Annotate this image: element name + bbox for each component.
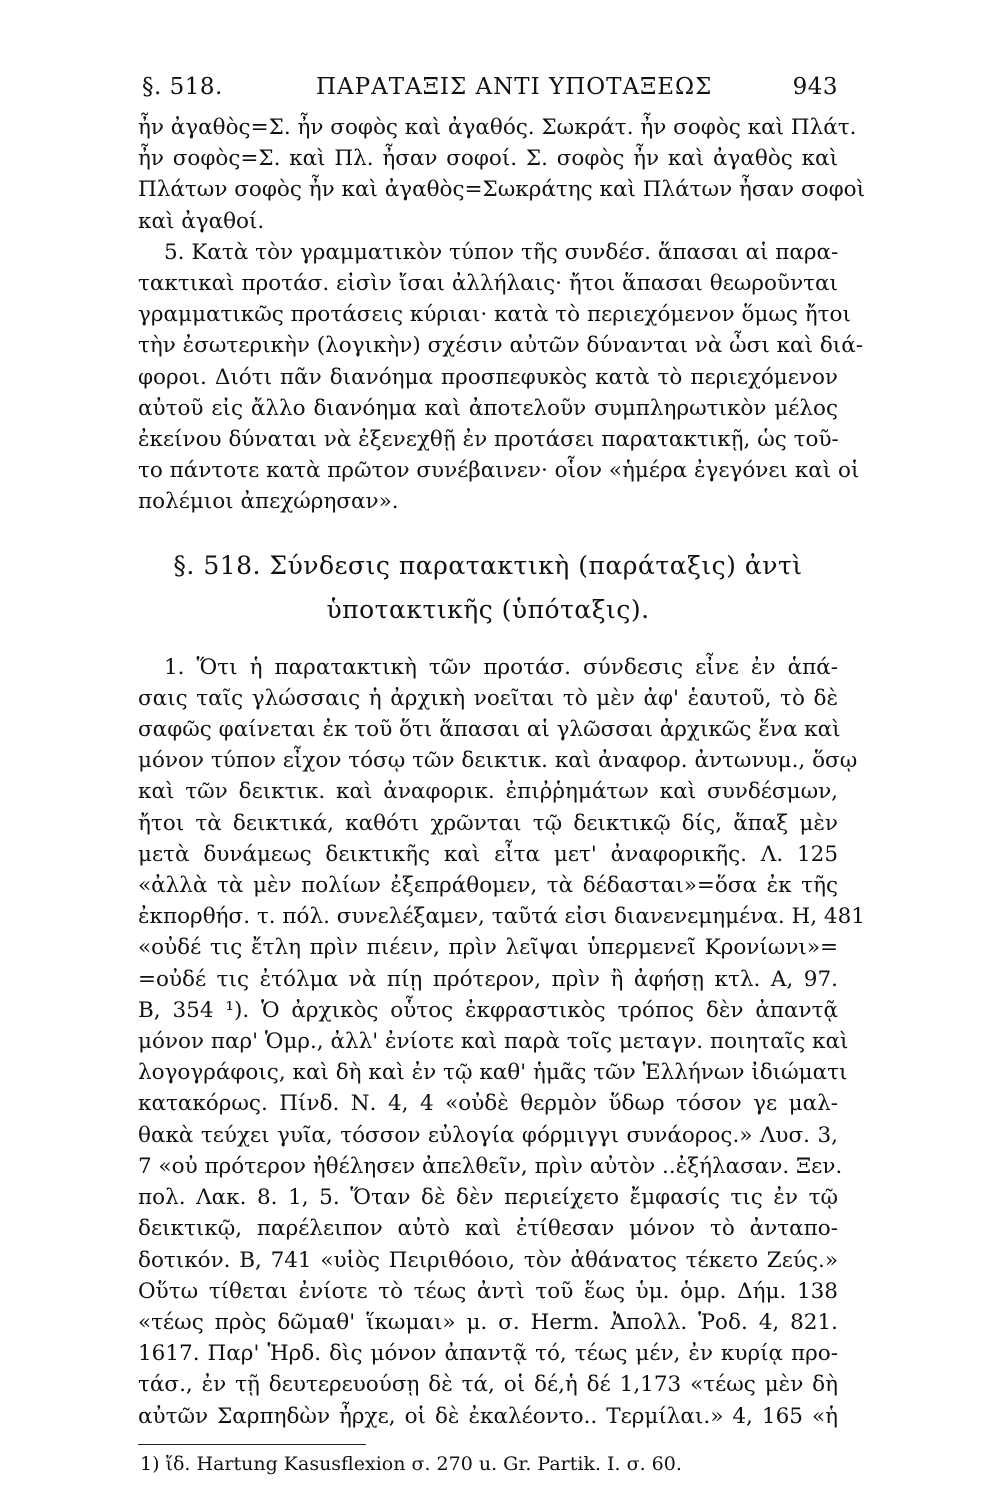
- text-line: φοροι. Διότι πᾶν διανόημα προσπεφυκὸς κατὰ τὸ περιεχόμενον: [138, 364, 838, 390]
- text-line: σαις ταῖς γλώσσαις ἡ ἀρχικὴ νοεῖται τὸ μὲν ἀφ' ἑαυτοῦ, τὸ δὲ: [138, 685, 838, 711]
- text-line: γραμματικῶς προτάσεις κύριαι· κατὰ τὸ περιεχόμενον ὅμως ἤτοι: [138, 302, 851, 328]
- text-line: αὐτῶν Σαρπηδὼν ἦρχε, οἱ δὲ ἐκαλέοντο.. Τερμίλαι.» 4, 165 «ἡ: [138, 1403, 838, 1429]
- text-line: καὶ ἀγαθοί.: [138, 208, 265, 234]
- text-line: 5. Κατὰ τὸν γραμματικὸν τύπον τῆς συνδέσ. ἅπασαι αἱ παρα-: [164, 239, 839, 265]
- text-line: μόνον παρ' Ὁμρ., ἀλλ' ἐνίοτε καὶ παρὰ τοῖς μεταγν. ποιηταῖς καὶ: [138, 1029, 849, 1055]
- text-line: πολ. Λακ. 8. 1, 5. Ὅταν δὲ δὲν περιείχετο ἔμφασίς τις ἐν τῷ: [138, 1185, 838, 1211]
- header-title: ΠΑΡΑΤΑΞΙΣ ΑΝΤΙ ΥΠΟΤΑΞΕΩΣ: [316, 74, 713, 100]
- text-line: 1617. Παρ' Ἡρδ. δὶς μόνον ἀπαντᾷ τό, τέως μέν, ἐν κυρίᾳ προ-: [138, 1341, 838, 1367]
- text-line: λογογράφοις, καὶ δὴ καὶ ἐν τῷ καθ' ἡμᾶς τῶν Ἑλλήνων ἰδιώματι: [138, 1060, 848, 1086]
- text-line: μόνον τύπον εἶχον τόσῳ τῶν δεικτικ. καὶ ἀναφορ. ἀντωνυμ., ὅσῳ: [138, 748, 858, 774]
- text-line: τακτικαὶ προτάσ. εἰσὶν ἴσαι ἀλλήλαις· ἤτοι ἅπασαι θεωροῦνται: [138, 271, 838, 297]
- point-5-paragraph: [138, 237, 863, 518]
- running-header: [138, 70, 838, 112]
- text-line: «τέως πρὸς δῶμαθ' ἵκωμαι» μ. σ. Herm. Ἀπολλ. Ῥοδ. 4, 821.: [138, 1309, 838, 1335]
- text-line: 1. Ὅτι ἡ παρατακτικὴ τῶν προτάσ. σύνδεσις εἶνε ἐν ἁπά-: [164, 654, 838, 680]
- text-line: ἐκείνου δύναται νὰ ἐξενεχθῇ ἐν προτάσει παρατακτικῇ, ὡς τοῦ-: [138, 427, 839, 453]
- text-line: ἐκπορθήσ. τ. πόλ. συνελέξαμεν, ταῦτά εἰσι διανενεμημένα. Η, 481: [138, 904, 865, 930]
- text-line: μετὰ δυνάμεως δεικτικῆς καὶ εἶτα μετ' ἀναφορικῆς. Λ. 125: [138, 841, 838, 867]
- text-line: Οὕτω τίθεται ἐνίοτε τὸ τέως ἀντὶ τοῦ ἕως ὑμ. ὁμρ. Δήμ. 138: [138, 1278, 838, 1304]
- text-line: δοτικόν. Β, 741 «υἱὸς Πειριθόοιο, τὸν ἀθάνατος τέκετο Ζεύς.»: [138, 1247, 838, 1273]
- text-line: το πάντοτε κατὰ πρῶτον συνέβαινεν· οἷον «ἡμέρα ἐγεγόνει καὶ οἱ: [138, 458, 860, 484]
- section-heading: [138, 544, 838, 632]
- text-line: κατακόρως. Πίνδ. Ν. 4, 4 «οὐδὲ θερμὸν ὕδωρ τόσον γε μαλ-: [138, 1091, 838, 1117]
- section-heading-line: §. 518. Σύνδεσις παρατακτικὴ (παράταξις) ἀντὶ: [173, 550, 803, 580]
- text-line: ἦν σοφὸς=Σ. καὶ Πλ. ἦσαν σοφοί. Σ. σοφὸς ἦν καὶ ἀγαθὸς καὶ: [138, 146, 838, 172]
- top-paragraph: [138, 112, 866, 237]
- text-line: θακὰ τεύχει γυῖα, τόσσον εὐλογία φόρμιγγι συνάορος.» Λυσ. 3,: [138, 1122, 838, 1148]
- text-line: =οὐδέ τις ἐτόλμα νὰ πίῃ πρότερον, πρὶν ἢ ἀφήσῃ κτλ. Α, 97.: [138, 966, 838, 992]
- footnote-divider: [138, 1444, 366, 1445]
- footnote: 1) ἴδ. Hartung Kasusflexion σ. 270 u. Gr. Partik. I. σ. 60.: [140, 1452, 682, 1475]
- text-line: τὴν ἐσωτερικὴν (λογικὴν) σχέσιν αὐτῶν δύνανται νὰ ὦσι καὶ διά-: [138, 333, 863, 359]
- text-line: ἦν ἀγαθὸς=Σ. ἦν σοφὸς καὶ ἀγαθός. Σωκράτ. ἦν σοφὸς καὶ Πλάτ.: [138, 115, 857, 140]
- book-page: [138, 70, 866, 1477]
- text-line: αὐτοῦ εἰς ἄλλο διανόημα καὶ ἀποτελοῦν συμπληρωτικὸν μέλος: [138, 395, 838, 421]
- section-paragraph: [138, 652, 865, 1432]
- text-line: πολέμιοι ἀπεχώρησαν».: [138, 489, 399, 515]
- text-line: «ἀλλὰ τὰ μὲν πολίων ἐξεπράθομεν, τὰ δέδασται»=ὅσα ἐκ τῆς: [138, 873, 838, 899]
- text-line: τάσ., ἐν τῇ δευτερευούσῃ δὲ τά, οἱ δέ,ἡ δέ 1,173 «τέως μὲν δὴ: [138, 1372, 838, 1398]
- text-line: Πλάτων σοφὸς ἦν καὶ ἀγαθὸς=Σωκράτης καὶ Πλάτων ἦσαν σοφοὶ: [138, 177, 866, 203]
- text-line: 7 «οὐ πρότερον ἠθέλησεν ἀπελθεῖν, πρὶν αὐτὸν ..ἐξήλασαν. Ξεν.: [138, 1153, 843, 1179]
- text-line: δεικτικῷ, παρέλειπον αὐτὸ καὶ ἐτίθεσαν μόνον τὸ ἀνταπο-: [138, 1216, 838, 1242]
- text-line: καὶ τῶν δεικτικ. καὶ ἀναφορικ. ἐπιῤῥημάτων καὶ συνδέσμων,: [138, 779, 838, 805]
- text-line: «οὐδέ τις ἔτλη πρὶν πιέειν, πρὶν λεῖψαι ὑπερμενεῖ Κρονίωνι»=: [138, 935, 838, 961]
- page-number: 943: [792, 74, 838, 100]
- text-line: Β, 354 ¹). Ὁ ἀρχικὸς οὗτος ἐκφραστικὸς τρόπος δὲν ἀπαντᾷ: [138, 997, 838, 1023]
- text-line: σαφῶς φαίνεται ἐκ τοῦ ὅτι ἅπασαι αἱ γλῶσσαι ἀρχικῶς ἕνα καὶ: [138, 717, 841, 743]
- header-section-number: §. 518.: [142, 74, 223, 100]
- section-heading-line: ὑποτακτικῆς (ὑπόταξις).: [326, 594, 650, 624]
- text-line: ἤτοι τὰ δεικτικά, καθότι χρῶνται τῷ δεικτικῷ δίς, ἅπαξ μὲν: [138, 810, 838, 836]
